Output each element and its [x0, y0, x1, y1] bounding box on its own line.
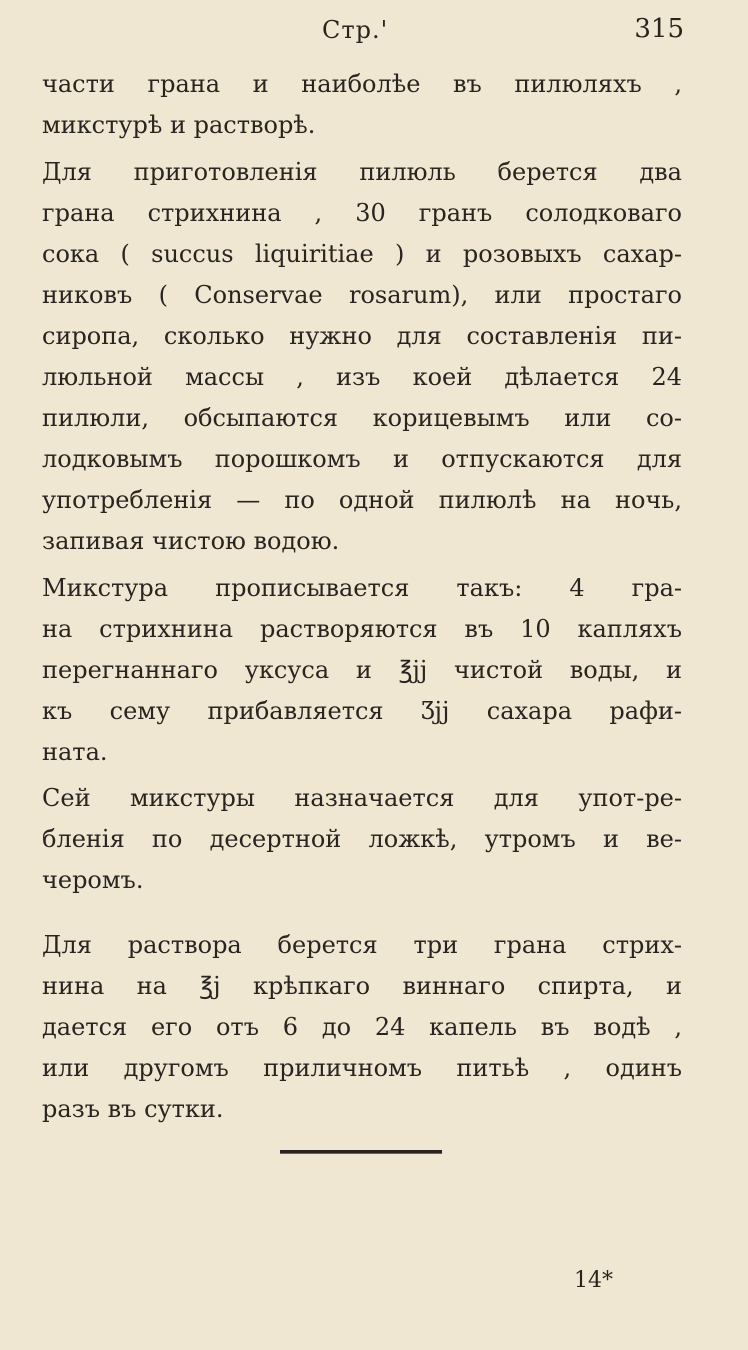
section-divider [280, 1150, 442, 1154]
text-line: никовъ ( Conservae rosarum), или простаго [42, 281, 682, 309]
text-line: микстурѣ и растворѣ. [42, 111, 316, 139]
text-line: пилюли, обсыпаются корицевымъ или со- [42, 404, 682, 432]
page-number: 315 [634, 14, 684, 44]
text-line: Для раствора берется три грана стрих- [42, 931, 682, 959]
text-line: Сей микстуры назначается для упот-ре- [42, 784, 682, 812]
text-line: разъ въ сутки. [42, 1095, 224, 1123]
paragraph-mixture [42, 568, 682, 773]
text-line: нина на ℥j крѣпкаго виннаго спирта, и [42, 972, 682, 1000]
paragraph-continuation [42, 64, 682, 146]
running-header: Стр.' [322, 16, 389, 44]
text-line: части грана и наиболѣе въ пилюляхъ , [42, 70, 682, 98]
paragraph-dosage [42, 778, 682, 901]
text-line: на стрихнина растворяются въ 10 капляхъ [42, 615, 682, 643]
text-line: или другомъ приличномъ питьѣ , одинъ [42, 1054, 682, 1082]
text-line: люльной массы , изъ коей дѣлается 24 [42, 363, 682, 391]
text-line: Микстура прописывается такъ: 4 гра- [42, 574, 682, 602]
text-line: перегнаннаго уксуса и ℥jj чистой воды, и [42, 656, 682, 684]
text-line: сиропа, сколько нужно для составленія пи- [42, 322, 682, 350]
paragraph-pills [42, 152, 682, 562]
paragraph-solution [42, 925, 682, 1130]
text-line: къ сему прибавляется Ʒjj сахара рафи- [42, 697, 682, 725]
text-line: черомъ. [42, 866, 144, 894]
text-line: запивая чистою водою. [42, 527, 340, 555]
text-line: дается его отъ 6 до 24 капель въ водѣ , [42, 1013, 682, 1041]
text-line: лодковымъ порошкомъ и отпускаются для [42, 445, 682, 473]
text-line: ната. [42, 738, 108, 766]
text-line: грана стрихнина , 30 гранъ солодковаго [42, 199, 682, 227]
printer-signature-mark: 14* [574, 1268, 613, 1293]
text-line: бленія по десертной ложкѣ, утромъ и ве- [42, 825, 682, 853]
text-line: употребленія — по одной пилюлѣ на ночь, [42, 486, 682, 514]
text-line: сока ( succus liquiritiae ) и розовыхъ сахар- [42, 240, 682, 268]
text-line: Для приготовленія пилюль берется два [42, 158, 682, 186]
